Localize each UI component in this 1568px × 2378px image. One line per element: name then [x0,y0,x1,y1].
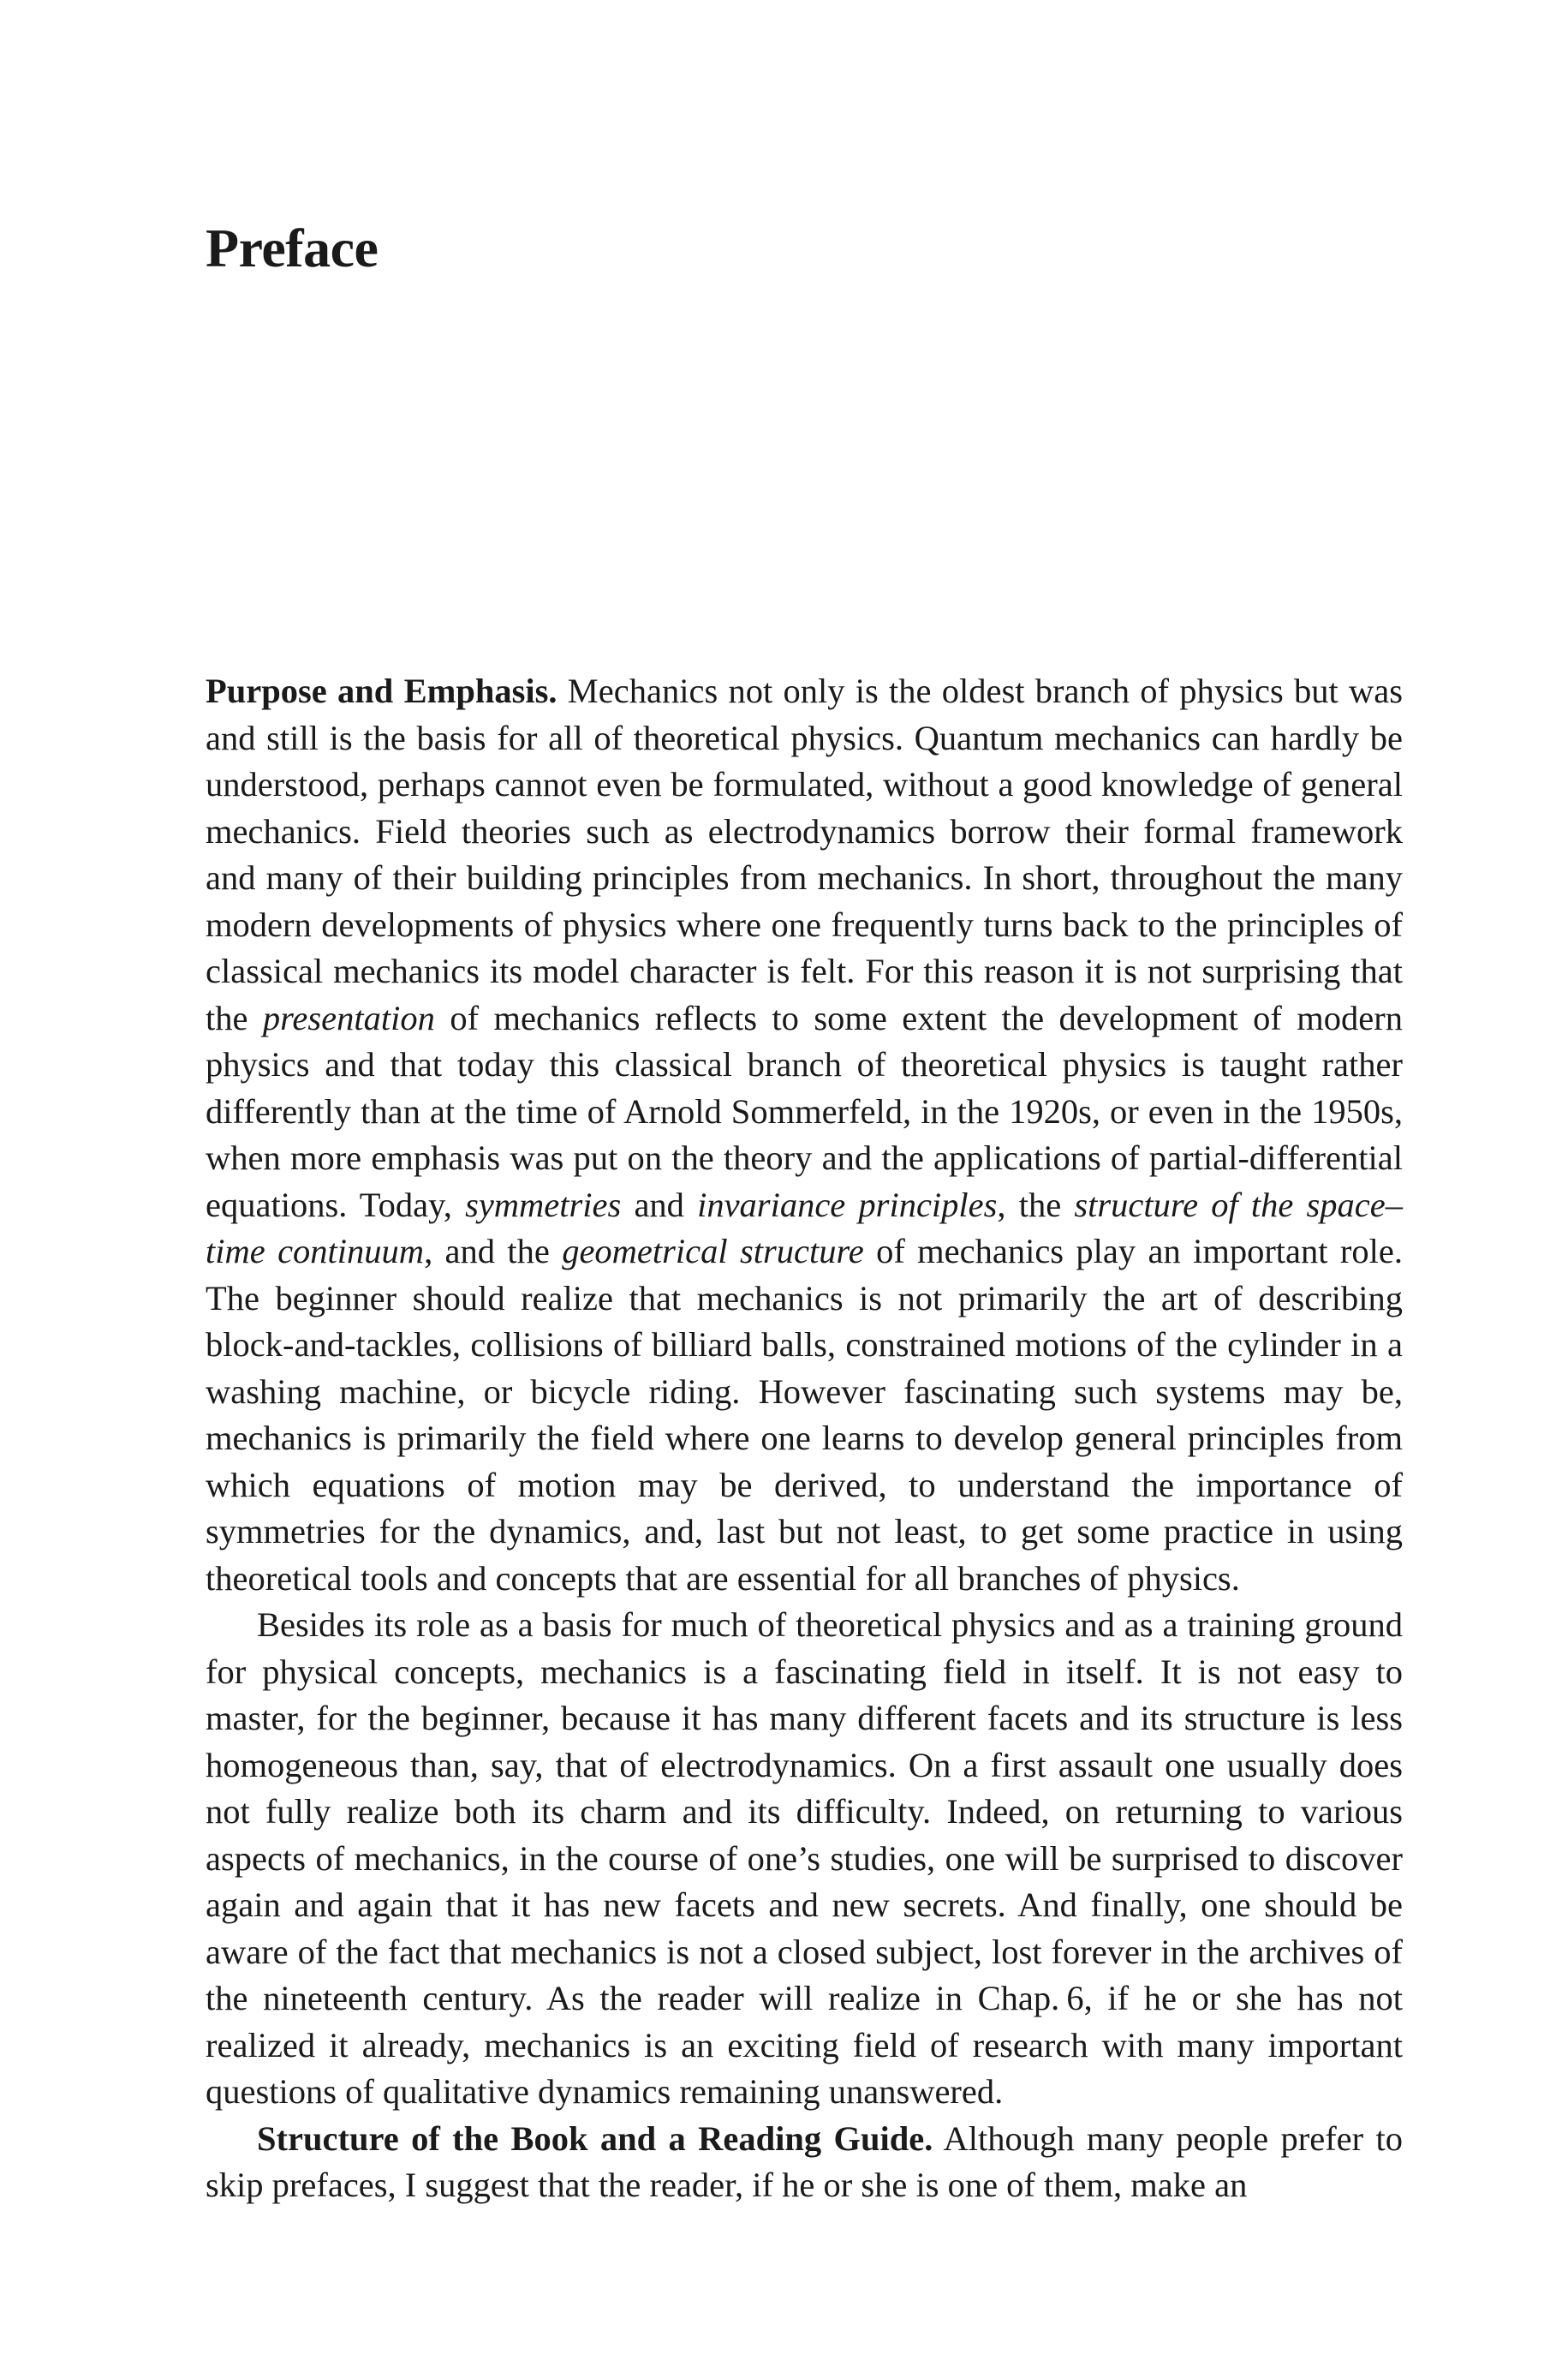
emphasis-text: invariance principles [697,1185,998,1224]
body-text [206,668,1403,2209]
emphasis-text: structure of the space–time continuum [206,1185,1403,1270]
page-title: Preface [206,218,379,278]
text-run: Although many people prefer to skip prefaces, I suggest that the reader, if he or she is one of them, make an [206,2118,1403,2204]
paragraph-lead: Structure of the Book and a Reading Guide. [257,2118,933,2158]
paragraph-role-of-mechanics: Besides its role as a basis for much of theoretical physics and as a training ground for physical concepts, mechanics is a fascinating field in itself. It is not easy to master, for the beginner, because it has many different facets and its structure is less homogeneous than, say, that of electrodynamics. On a first assault one usually does not fully realize both its charm and its difficulty. Indeed, on returning to various aspects of mechanics, in the course of one’s studies, one will be surprised to discover again and again that it has new facets and new secrets. And finally, one should be aware of the fact that mechanics is not a closed subject, lost forever in the archives of the nineteenth century. As the reader will realize in Chap. 6, if he or she has not realized it already, mechanics is an exciting field of research with many important questions of qualitative dynamics remaining unanswered. [206,1605,1403,2111]
emphasis-text: geometrical structure [562,1232,864,1270]
text-run: , and the [424,1232,563,1270]
text-run: and [621,1185,698,1224]
emphasis-text: symmetries [465,1185,622,1224]
emphasis-text: presentation [262,998,435,1037]
paragraph-structure-reading-guide [206,2116,1403,2209]
paragraph-purpose-and-emphasis [206,668,1403,1602]
text-run: Mechanics not only is the oldest branch of physics but was and still is the basis for all of theoretical physics. Quantum mechanics can hardly be understood, perhaps cannot even be formulated, without a good knowledge of general mechanics. Field theories such as electrodynamics borrow their formal framework and many of their building principles from mechanics. In short, throughout the many modern developments of physics where one frequently turns back to the principles of classical mechanics its model character is felt. For this reason it is not surprising that the [206,672,1404,1037]
text-run: , the [997,1185,1075,1224]
text-run: of mechanics reflects to some extent the development of modern physics and that today this classical branch of theoretical physics is taught rather differently than at the time of Arnold Sommerfeld, in the 1920s, or even in the 1950s, when more emphasis was put on the theory and the applications of partial-differential equations. Today, [206,998,1403,1224]
paragraph-lead: Purpose and Emphasis. [206,672,557,710]
text-run: of mechanics play an important role. The beginner should realize that mechanics is not primarily the art of describing block-and-tackles, collisions of billiard balls, constrained motions of the cylinder in a washing machine, or bicycle riding. However fascinating such systems may be, mechanics is primarily the field where one learns to develop general principles from which equations of motion may be derived, to understand the importance of symmetries for the dynamics, and, last but not least, to get some practice in using theoretical tools and concepts that are essential for all branches of physics. [206,1232,1403,1598]
